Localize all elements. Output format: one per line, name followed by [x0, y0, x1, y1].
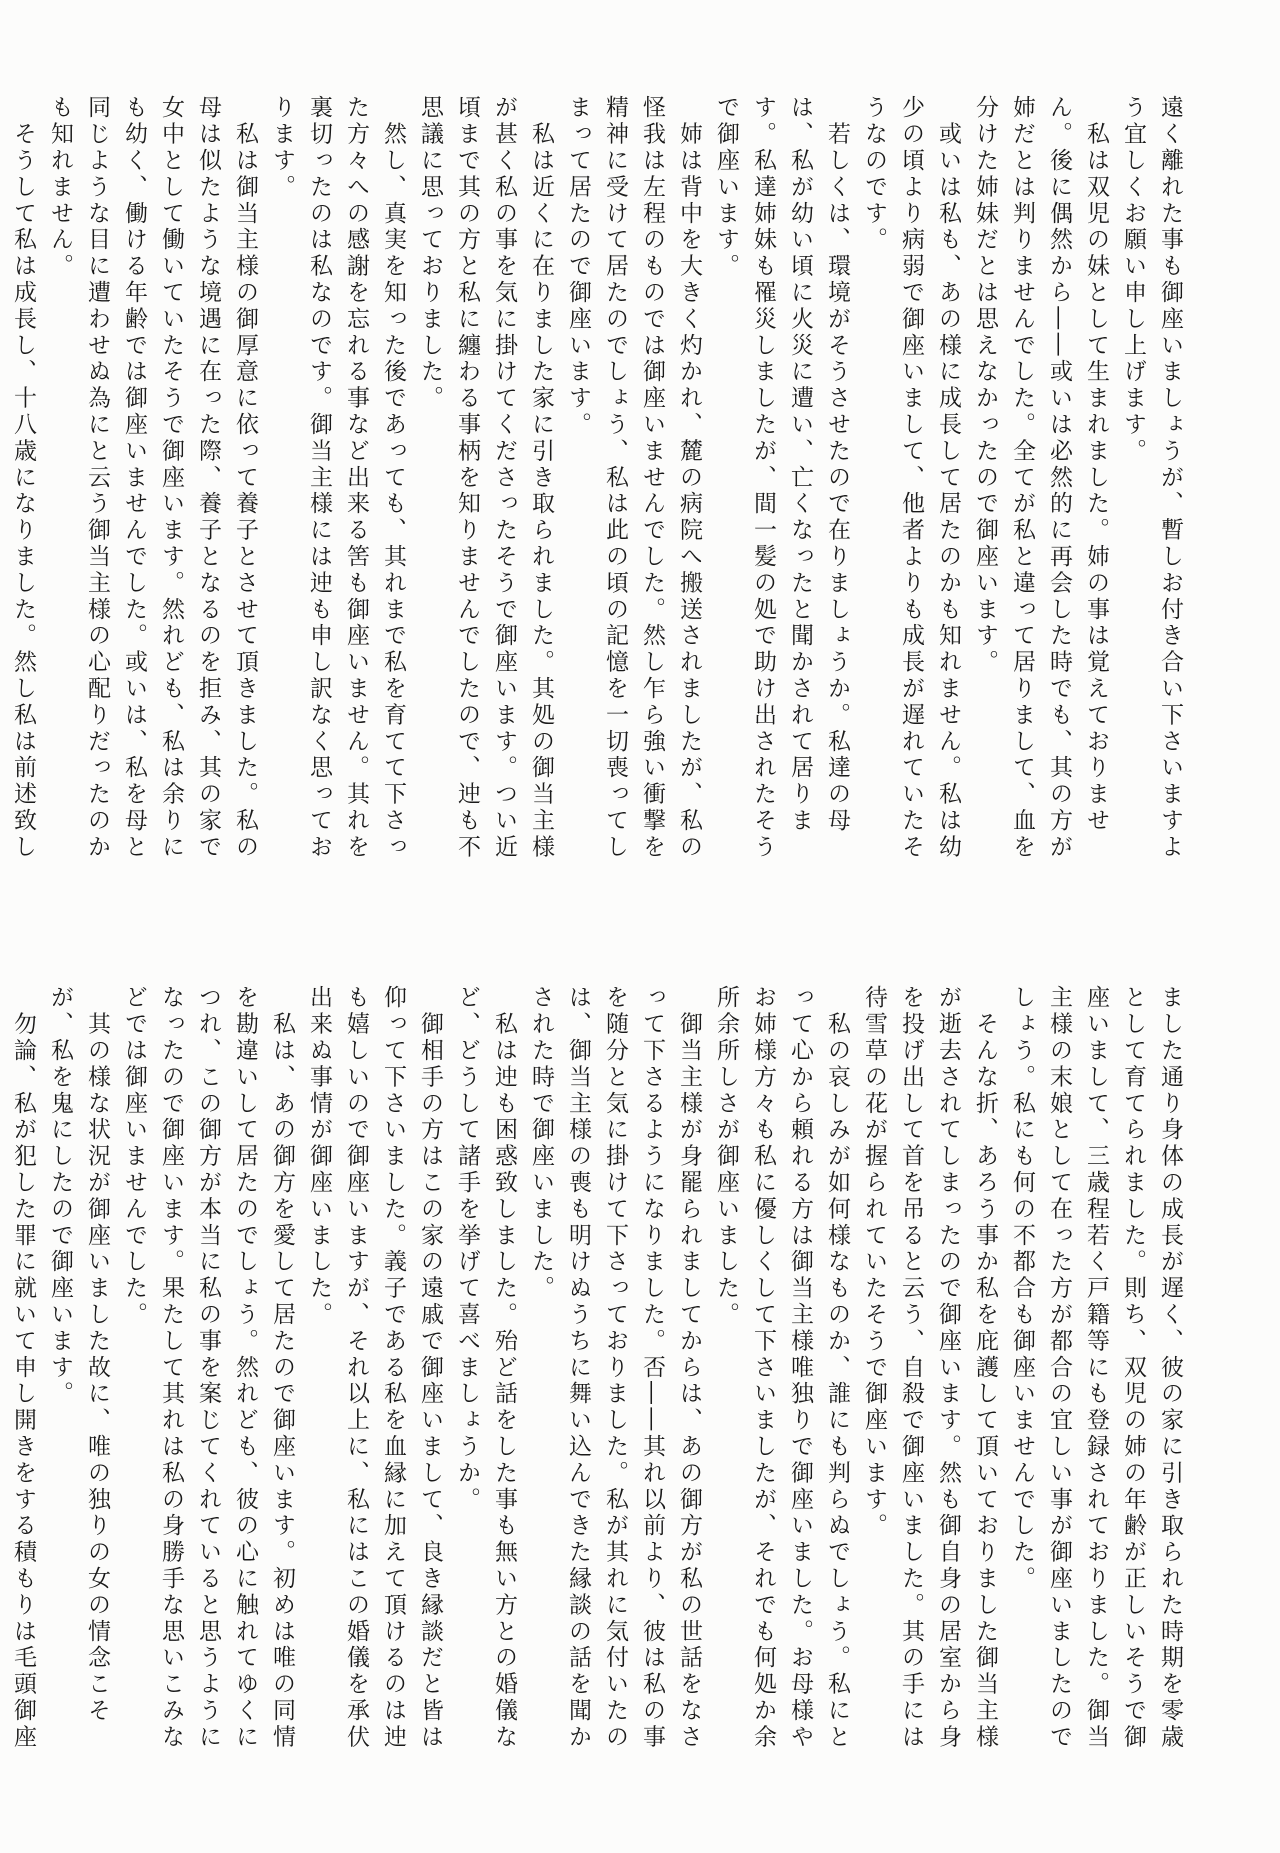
text-block-lower	[10, 985, 1188, 1765]
paragraph: 私の哀しみが如何様なものか、誰にも判らぬでしょう。私にとって心から頼れる方は御当主様唯独りで御座いました。お母様やお姉様方々も私に優しくして下さいましたが、それでも何処か余所余所しさが御座いました。	[713, 985, 850, 1751]
paragraph: 私は迚も困惑致しました。殆ど話をした事も無い方との婚儀など、どうして諸手を挙げて喜べましょうか。	[454, 985, 517, 1751]
paragraph: 其の様な状況が御座いました故に、唯の独りの女の情念こそが、私を鬼にしたので御座います。	[47, 985, 110, 1725]
paragraph: 私は近くに在りました家に引き取られました。其処の御当主様が甚く私の事を気に掛けてくださったそうで御座います。つい近頃まで其の方と私に纏わる事柄を知りませんでしたので、迚も不思議に思っておりました。	[417, 95, 554, 861]
paragraph: 私は双児の妹として生まれました。姉の事は覚えておりません。後に偶然から――或いは必然的に再会した時でも、其の方が姉だとは判りませんでした。全てが私と違って居りまして、血を分けた姉妹だとは思えなかったので御座います。	[972, 95, 1109, 861]
paragraph: そうして私は成長し、十八歳になりました。然し私は前述致し	[10, 95, 36, 861]
paragraph: そんな折、あろう事か私を庇護して頂いておりました御当主様が逝去されてしまったので御座います。然も御自身の居室から身を投げ出して首を吊ると云う、自殺で御座いました。其の手には待雪草の花が握られていたそうで御座います。	[861, 985, 998, 1751]
paragraph: 姉は背中を大きく灼かれ、麓の病院へ搬送されましたが、私の怪我は左程のものでは御座いませんでした。然し乍ら強い衝撃を精神に受けて居たのでしょう、私は此の頃の記憶を一切喪ってしまって居たので御座います。	[565, 95, 702, 861]
paragraph: 御当主様が身罷られましてからは、あの御方が私の世話をなさって下さるようになりました。否――其れ以前より、彼は私の事を随分と気に掛けて下さっておりました。私が其れに気付いたのは、御当主様の喪も明けぬうちに舞い込んできた縁談の話を聞かされた時で御座いました。	[528, 985, 702, 1751]
paragraph: 私は、あの御方を愛して居たので御座います。初めは唯の同情を勘違いして居たのでしょう。然れども、彼の心に触れてゆくにつれ、この御方が本当に私の事を案じてくれていると思うようになったので御座います。果たして其れは私の身勝手な思いこみなどでは御座いませんでした。	[121, 985, 295, 1751]
paragraph: 遠く離れた事も御座いましょうが、暫しお付き合い下さいますよう宜しくお願い申し上げます。	[1120, 95, 1183, 861]
paragraph: 或いは私も、あの様に成長して居たのかも知れません。私は幼少の頃より病弱で御座いまして、他者よりも成長が遅れていたそうなのです。	[861, 95, 961, 861]
paragraph: 私は御当主様の御厚意に依って養子とさせて頂きました。私の母は似たような境遇に在った際、養子となるのを拒み、其の家で女中として働いていたそうで御座います。然れども、私は余りにも幼く、働ける年齢では御座いませんでした。或いは、私を母と同じような目に遭わせぬ為にと云う御当主様の心配りだったのかも知れません。	[47, 95, 258, 861]
paragraph: 然し、真実を知った後であっても、其れまで私を育てて下さった方々への感謝を忘れる事など出来る筈も御座いません。其れを裏切ったのは私なのです。御当主様には迚も申し訳なく思っております。	[269, 95, 406, 861]
paragraph: ました通り身体の成長が遅く、彼の家に引き取られた時期を零歳として育てられました。則ち、双児の姉の年齢が正しいそうで御座いまして、三歳程若く戸籍等にも登録されておりました。御当主様の末娘として在った方が都合の宜しい事が御座いましたのでしょう。私にも何の不都合も御座いませんでした。	[1009, 985, 1183, 1751]
paragraph: 勿論、私が犯した罪に就いて申し開きをする積もりは毛頭御座	[10, 1011, 36, 1751]
text-block-upper	[10, 95, 1188, 865]
paragraph: 若しくは、環境がそうさせたので在りましょうか。私達の母は、私が幼い頃に火災に遭い、亡くなったと聞かされて居ります。私達姉妹も罹災しましたが、間一髪の処で助け出されたそうで御座います。	[713, 95, 850, 861]
paragraph: 御相手の方はこの家の遠戚で御座いまして、良き縁談だと皆は仰って下さいました。義子である私を血縁に加えて頂けるのは迚も嬉しいので御座いますが、それ以上に、私にはこの婚儀を承伏出来ぬ事情が御座いました。	[306, 985, 443, 1751]
